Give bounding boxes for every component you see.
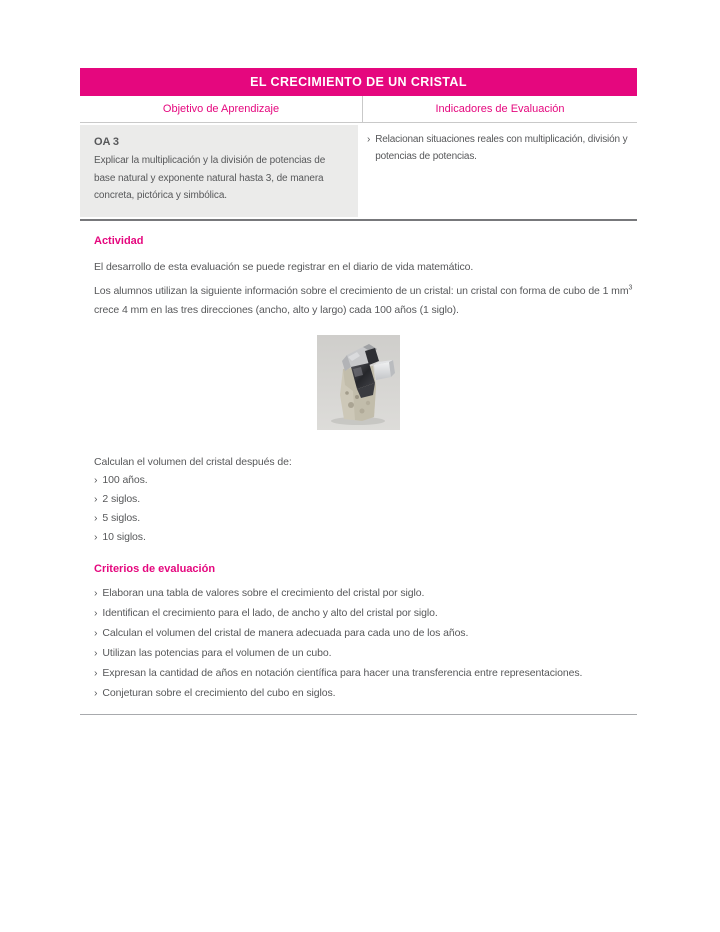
criteria-list-item — [94, 583, 637, 603]
criteria-list — [94, 583, 637, 703]
calc-list — [94, 471, 637, 547]
activity-paragraph-2 — [94, 282, 637, 319]
pyrite-crystal-photo — [317, 335, 400, 430]
bullet-icon: › — [94, 474, 98, 486]
calc-item-text: 100 años. — [102, 474, 148, 486]
crystal-illustration — [317, 335, 400, 430]
bullet-icon: › — [94, 587, 98, 599]
criteria-item-text: Conjeturan sobre el crecimiento del cubo en siglos. — [102, 687, 336, 699]
calc-item-text: 10 siglos. — [102, 531, 146, 543]
oa-text: Explicar la multiplicación y la división de potencias de base natural y exponente natural hasta 3, de manera concreta, pictórica y simbólica. — [94, 155, 326, 201]
activity-section — [80, 235, 637, 704]
evaluation-sheet — [80, 68, 637, 715]
criteria-list-item — [94, 643, 637, 663]
calc-list-item — [94, 509, 637, 528]
bullet-icon: › — [94, 627, 98, 639]
criteria-heading: Criterios de evaluación — [94, 563, 216, 575]
criteria-list-item — [94, 623, 637, 643]
criteria-item-text: Utilizan las potencias para el volumen de un cubo. — [102, 647, 332, 659]
crystal-photo-container — [80, 335, 637, 435]
indicators-column-header — [363, 96, 637, 122]
criteria-list-item — [94, 603, 637, 623]
table-header-row — [80, 96, 637, 123]
table-content-row — [80, 123, 637, 217]
activity-heading: Actividad — [94, 234, 144, 247]
calc-list-item — [94, 471, 637, 490]
bullet-icon: › — [94, 687, 98, 699]
criteria-list-item — [94, 683, 637, 703]
criteria-item-text: Elaboran una tabla de valores sobre el crecimiento del cristal por siglo. — [102, 587, 425, 599]
objective-column-label: Objetivo de Aprendizaje — [162, 103, 280, 115]
calc-list-item — [94, 528, 637, 547]
section-divider-rule — [80, 219, 637, 221]
bullet-icon: › — [94, 607, 98, 619]
bullet-icon: › — [94, 493, 98, 505]
learning-objective-cell — [80, 125, 358, 217]
activity-paragraph-2-rest: crece 4 mm en las tres direcciones (ancho, alto y largo) cada 100 años (1 siglo). — [94, 303, 459, 316]
criteria-item-text: Identifican el crecimiento para el lado, de ancho y alto del cristal por siglo. — [102, 607, 438, 619]
criteria-item-text: Calculan el volumen del cristal de manera adecuada para cada uno de los años. — [102, 627, 469, 639]
bullet-icon: › — [94, 647, 98, 659]
objective-column-header — [80, 96, 363, 122]
bullet-icon: › — [94, 667, 98, 679]
indicators-column-label: Indicadores de Evaluación — [435, 103, 565, 115]
indicator-cell — [358, 125, 637, 217]
sheet-title: EL CRECIMIENTO DE UN CRISTAL — [250, 75, 467, 89]
bottom-rule — [80, 714, 637, 715]
oa-code: OA 3 — [94, 136, 119, 148]
activity-paragraph-2-text: Los alumnos utilizan la siguiente información sobre el crecimiento de un cristal: un cristal con forma de cubo de 1 mm — [94, 285, 629, 297]
criteria-item-text: Expresan la cantidad de años en notación científica para hacer una transferencia entre representaciones. — [102, 667, 583, 679]
indicator-item — [367, 132, 635, 165]
bullet-icon: › — [94, 531, 98, 543]
calc-item-text: 2 siglos. — [102, 493, 141, 505]
criteria-list-item — [94, 663, 637, 683]
exponent-3: 3 — [628, 284, 633, 292]
bullet-icon: › — [367, 134, 371, 145]
indicator-text: Relacionan situaciones reales con multiplicación, división y potencias de potencias. — [375, 134, 628, 162]
sheet-title-bar — [80, 68, 637, 96]
activity-paragraph-1: El desarrollo de esta evaluación se puede registrar en el diario de vida matemático. — [94, 260, 474, 273]
calc-list-item — [94, 490, 637, 509]
bullet-icon: › — [94, 512, 98, 524]
calc-item-text: 5 siglos. — [102, 512, 141, 524]
calc-intro: Calculan el volumen del cristal después de: — [94, 456, 292, 468]
